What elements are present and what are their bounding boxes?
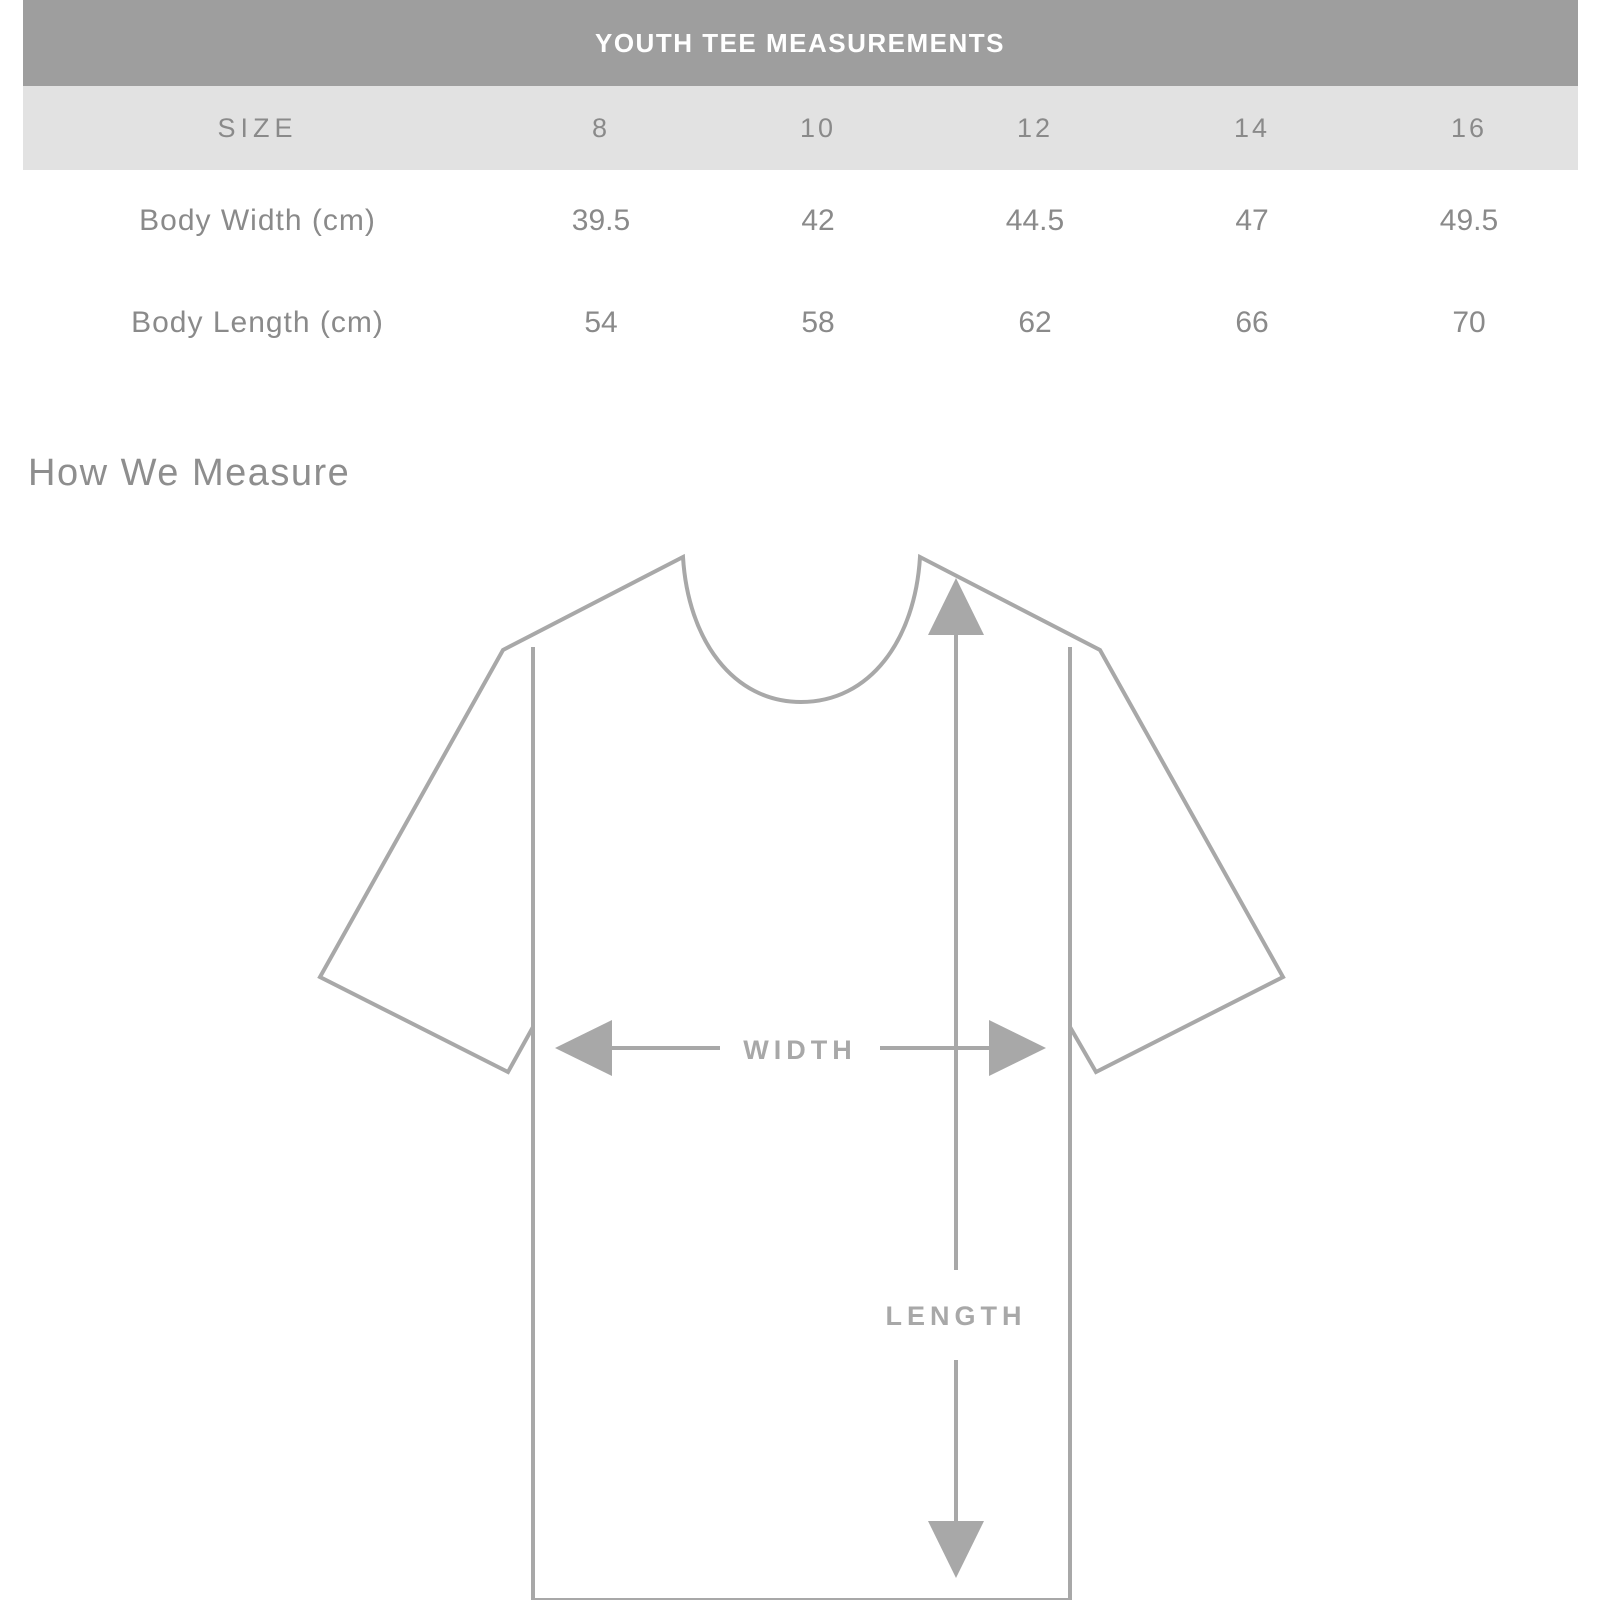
- cell-body-length-16: 70: [1361, 272, 1578, 374]
- length-arrow-icon: [928, 578, 984, 1578]
- cell-body-length-10: 58: [710, 272, 927, 374]
- page-title: YOUTH TEE MEASUREMENTS: [23, 0, 1578, 86]
- column-header-size: SIZE: [23, 86, 493, 170]
- measurements-table: [23, 0, 1578, 374]
- cell-body-width-8: 39.5: [493, 170, 710, 272]
- row-label-body-width: Body Width (cm): [23, 170, 493, 272]
- cell-body-length-12: 62: [927, 272, 1144, 374]
- cell-body-length-8: 54: [493, 272, 710, 374]
- cell-body-width-16: 49.5: [1361, 170, 1578, 272]
- column-header-16: 16: [1361, 86, 1578, 170]
- table-header-row: [23, 86, 1578, 170]
- column-header-14: 14: [1144, 86, 1361, 170]
- row-label-body-length: Body Length (cm): [23, 272, 493, 374]
- table-title-row: [23, 0, 1578, 86]
- section-heading-how-we-measure: How We Measure: [28, 452, 351, 494]
- column-header-12: 12: [927, 86, 1144, 170]
- cell-body-width-14: 47: [1144, 170, 1361, 272]
- width-label: WIDTH: [743, 1035, 857, 1065]
- column-header-8: 8: [493, 86, 710, 170]
- cell-body-length-14: 66: [1144, 272, 1361, 374]
- column-header-10: 10: [710, 86, 927, 170]
- table-row: [23, 170, 1578, 272]
- cell-body-width-12: 44.5: [927, 170, 1144, 272]
- tshirt-outline-icon: [320, 557, 1283, 1600]
- cell-body-width-10: 42: [710, 170, 927, 272]
- table-row: [23, 272, 1578, 374]
- measurement-diagram: [0, 530, 1600, 1600]
- length-label: LENGTH: [885, 1301, 1027, 1331]
